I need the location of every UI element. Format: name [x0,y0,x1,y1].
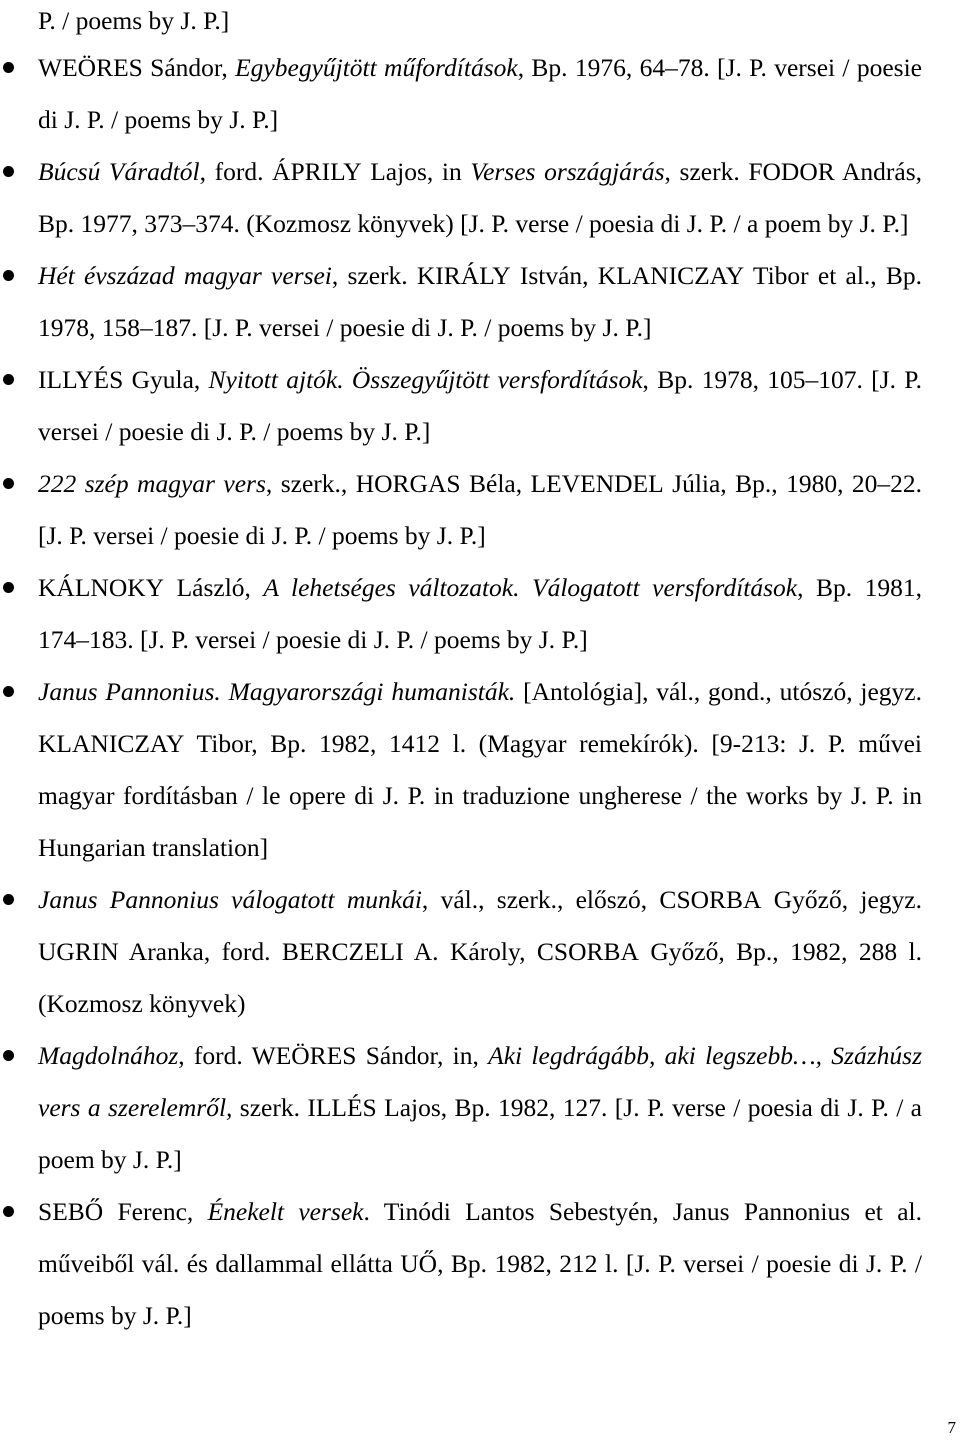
page-number: 7 [947,1418,956,1437]
bullet-icon [3,478,14,489]
bib-entry-weores-egybegyujtott: WEÖRES Sándor, Egybegyűjtött műfordítások, Bp. 1976, 64–78. [J. P. versei / poesie di J. P. / poems by J. P.] [0,42,922,146]
continued-entry-tail: P. / poems by J. P.] [38,6,230,35]
bib-entry-magdolnahoz: Magdolnához, ford. WEÖRES Sándor, in, Aki legdrágább, aki legszebb…, Százhúsz vers a szerelemről, szerk. ILLÉS Lajos, Bp. 1982, 127. [J. P. verse / poesia di J. P. / a poem by J. P.] [0,1030,922,1186]
bullet-icon [3,1206,14,1217]
bullet-icon [3,166,14,177]
bib-entry-sebo-enekelt-versek: SEBŐ Ferenc, Énekelt versek. Tinódi Lantos Sebestyén, Janus Pannonius et al. műveiből vál. és dallammal ellátta UŐ, Bp. 1982, 212 l. [J. P. versei / poesie di J. P. / poems by J. P.] [0,1186,922,1342]
bib-entry-bucsu-varadtol: Búcsú Váradtól, ford. ÁPRILY Lajos, in Verses országjárás, szerk. FODOR András, Bp. 1977, 373–374. (Kozmosz könyvek) [J. P. verse / poesia di J. P. / a poem by J. P.] [0,146,922,250]
bullet-icon [3,1050,14,1061]
bib-entry-magyarorszagi-humanistak: Janus Pannonius. Magyarországi humanisták. [Antológia], vál., gond., utószó, jegyz. KLANICZAY Tibor, Bp. 1982, 1412 l. (Magyar remekírók). [9-213: J. P. művei magyar fordításban / le opere di J. P. in traduzione ungherese / the works by J. P. in Hungarian translation] [0,666,922,874]
bib-entry-222-szep-magyar-vers: 222 szép magyar vers, szerk., HORGAS Béla, LEVENDEL Júlia, Bp., 1980, 20–22. [J. P. versei / poesie di J. P. / poems by J. P.] [0,458,922,562]
bib-entry-het-evszazad: Hét évszázad magyar versei, szerk. KIRÁLY István, KLANICZAY Tibor et al., Bp. 1978, 158–187. [J. P. versei / poesie di J. P. / poems by J. P.] [0,250,922,354]
bibliography-list [0,42,960,1342]
bib-entry-kalnoky-lehetseges: KÁLNOKY László, A lehetséges változatok. Válogatott versfordítások, Bp. 1981, 174–183. [J. P. versei / poesie di J. P. / poems by J. P.] [0,562,922,666]
bib-entry-valogatott-munkai: Janus Pannonius válogatott munkái, vál., szerk., előszó, CSORBA Győző, jegyz. UGRIN Aranka, ford. BERCZELI A. Károly, CSORBA Győző, Bp., 1982, 288 l. (Kozmosz könyvek) [0,874,922,1030]
bib-entry-illyes-nyitott-ajtok: ILLYÉS Gyula, Nyitott ajtók. Összegyűjtött versfordítások, Bp. 1978, 105–107. [J. P. versei / poesie di J. P. / poems by J. P.] [0,354,922,458]
bullet-icon [3,62,14,73]
bullet-icon [3,374,14,385]
bullet-icon [3,582,14,593]
bullet-icon [3,686,14,697]
bullet-icon [3,270,14,281]
bullet-icon [3,894,14,905]
